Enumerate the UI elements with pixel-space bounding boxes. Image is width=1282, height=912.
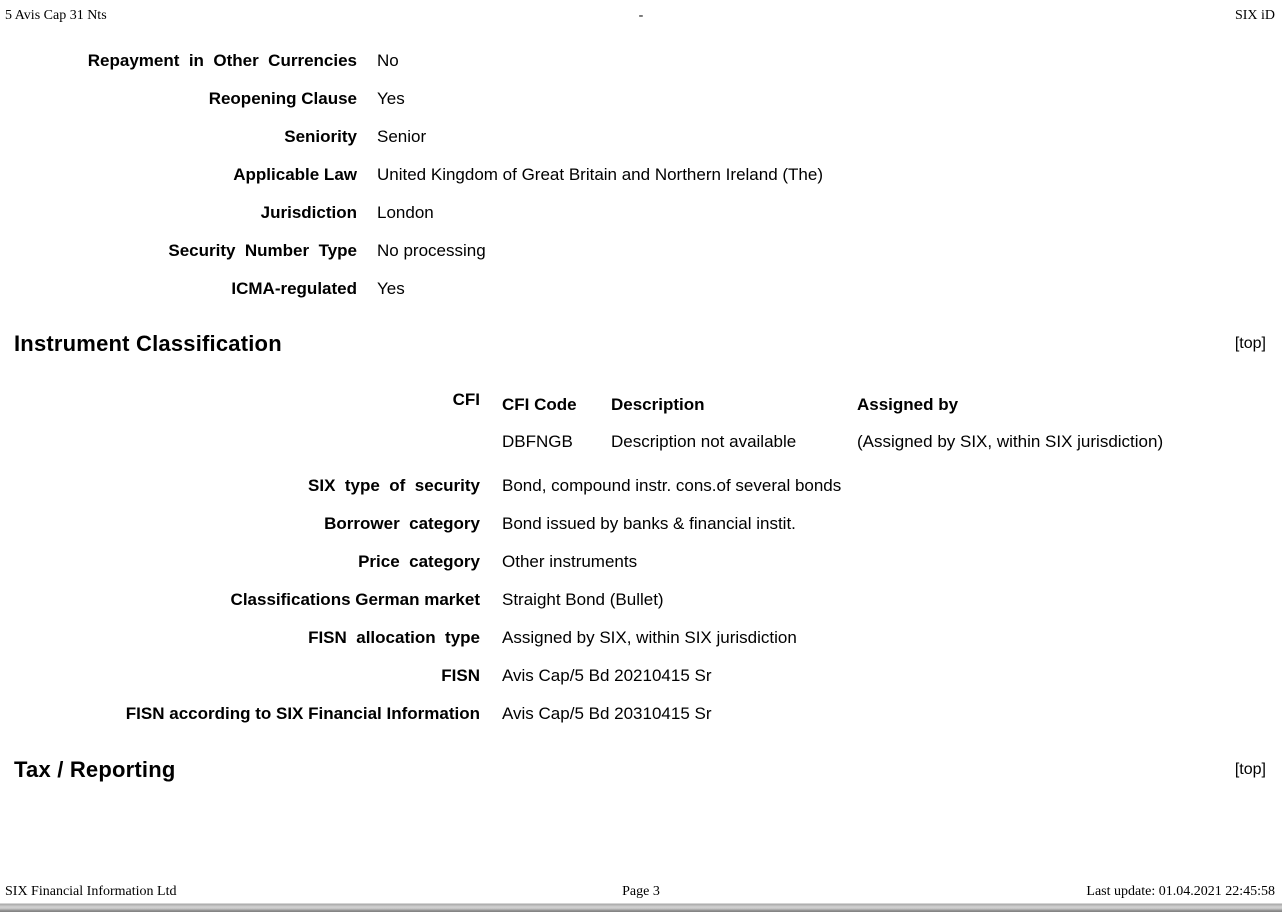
field-row-reopening-clause	[0, 80, 1282, 118]
field-label: Reopening Clause	[208, 89, 357, 108]
field-value: Bond, compound instr. cons.of several bonds	[502, 476, 842, 495]
header-app-title: SIX iD	[1234, 8, 1275, 23]
cfi-table-data-row	[502, 423, 1163, 460]
field-row-seniority	[0, 118, 1282, 156]
field-row-repayment-other-currencies	[0, 42, 1282, 80]
cfi-description-header: Description	[611, 395, 705, 414]
field-row-six-type-of-security	[0, 467, 1282, 505]
field-value: United Kingdom of Great Britain and Northern Ireland (The)	[377, 165, 824, 184]
field-label: Price category	[358, 552, 480, 571]
cfi-code-header: CFI Code	[502, 395, 577, 414]
footer-page-number: Page 3	[622, 884, 660, 899]
field-label: Security Number Type	[168, 241, 357, 260]
field-label: SIX type of security	[308, 476, 480, 495]
top-link[interactable]: [top]	[1234, 761, 1266, 778]
footer-company: SIX Financial Information Ltd	[5, 884, 177, 899]
field-row-fisn-according-six	[0, 695, 1282, 733]
section-instrument-classification	[14, 330, 1266, 358]
field-value: Bond issued by banks & financial instit.	[502, 514, 796, 533]
field-value: Other instruments	[502, 552, 638, 571]
field-label: Applicable Law	[233, 165, 357, 184]
field-value: No processing	[377, 241, 486, 260]
header-instrument-name: 5 Avis Cap 31 Nts	[5, 8, 107, 23]
field-value: Yes	[377, 279, 405, 298]
field-row-fisn	[0, 657, 1282, 695]
cfi-label: CFI	[452, 390, 480, 409]
field-value: Avis Cap/5 Bd 20210415 Sr	[502, 666, 712, 685]
section-title: Tax / Reporting	[14, 757, 176, 782]
field-label: Borrower category	[324, 514, 480, 533]
field-label: Classifications German market	[230, 590, 480, 609]
footer-last-update: Last update: 01.04.2021 22:45:58	[1086, 884, 1275, 899]
field-row-applicable-law	[0, 156, 1282, 194]
field-value: Avis Cap/5 Bd 20310415 Sr	[502, 704, 712, 723]
field-label: FISN	[441, 666, 480, 685]
field-label: Seniority	[284, 127, 357, 146]
cfi-code-value: DBFNGB	[502, 432, 573, 451]
field-row-price-category	[0, 543, 1282, 581]
general-fields	[0, 42, 1282, 308]
field-label: ICMA-regulated	[231, 279, 357, 298]
field-value: London	[377, 203, 434, 222]
field-row-fisn-allocation-type	[0, 619, 1282, 657]
field-value: Straight Bond (Bullet)	[502, 590, 664, 609]
field-label: Repayment in Other Currencies	[87, 51, 357, 70]
field-row-jurisdiction	[0, 194, 1282, 232]
field-value: No	[377, 51, 399, 70]
cfi-block	[0, 386, 1282, 460]
field-value: Assigned by SIX, within SIX jurisdiction	[502, 628, 797, 647]
classification-fields	[0, 467, 1282, 733]
field-row-icma-regulated	[0, 270, 1282, 308]
top-link[interactable]: [top]	[1234, 335, 1266, 352]
field-row-classifications-german-market	[0, 581, 1282, 619]
cfi-table	[502, 386, 1163, 460]
cfi-assigned-by-header: Assigned by	[857, 395, 959, 414]
field-row-borrower-category	[0, 505, 1282, 543]
cfi-assigned-by-value: (Assigned by SIX, within SIX jurisdiction)	[857, 432, 1164, 451]
field-value: Yes	[377, 89, 405, 108]
field-row-security-number-type	[0, 232, 1282, 270]
cfi-table-header-row	[502, 386, 1163, 423]
field-label: FISN according to SIX Financial Information	[125, 704, 480, 723]
section-title: Instrument Classification	[14, 331, 282, 356]
section-tax-reporting	[14, 756, 1266, 784]
field-label: Jurisdiction	[260, 203, 357, 222]
cfi-description-value: Description not available	[611, 432, 797, 451]
header-center-dash: -	[638, 8, 644, 23]
horizontal-scrollbar[interactable]	[0, 902, 1282, 912]
field-label: FISN allocation type	[308, 628, 480, 647]
field-value: Senior	[377, 127, 427, 146]
